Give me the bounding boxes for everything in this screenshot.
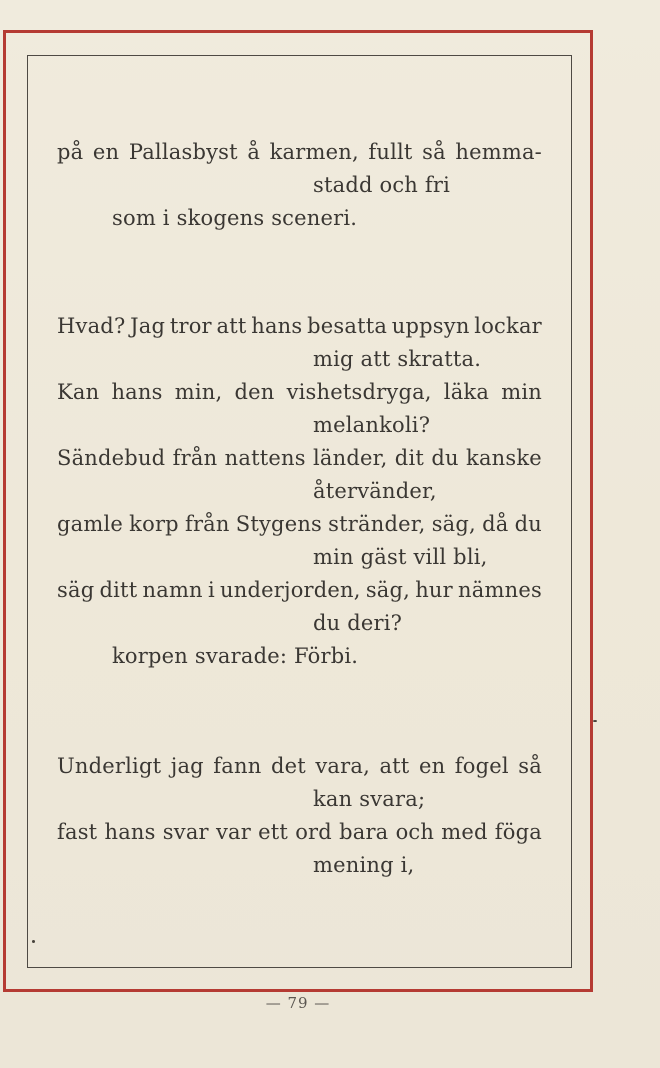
verse-line xyxy=(57,376,542,409)
stanza-2 xyxy=(57,310,542,673)
verse-word: i xyxy=(207,578,215,602)
verse-word: hur xyxy=(415,578,453,602)
verse-word: en xyxy=(418,754,446,778)
verse-word: från xyxy=(172,446,218,470)
verse-word: säg, xyxy=(431,512,476,536)
verse-word: karmen, xyxy=(269,140,359,164)
verse-word: uppsyn xyxy=(391,314,470,338)
stanza-1 xyxy=(57,136,542,235)
verse-word: på xyxy=(57,140,84,164)
verse-word: att xyxy=(379,754,410,778)
verse-word: Stygens xyxy=(235,512,323,536)
verse-word: Pallasbyst xyxy=(128,140,238,164)
verse-line: återvänder, xyxy=(313,479,437,503)
verse-word: ditt xyxy=(99,578,138,602)
verse-word: och xyxy=(395,820,435,844)
verse-word: från xyxy=(184,512,230,536)
verse-word: min, xyxy=(174,380,223,404)
verse-word: så xyxy=(422,140,446,164)
ink-speck xyxy=(32,940,35,943)
verse-word: korp xyxy=(129,512,179,536)
verse-word: fogel xyxy=(454,754,509,778)
verse-word: min xyxy=(501,380,542,404)
verse-word: gamle xyxy=(57,512,124,536)
verse-line: min gäst vill bli, xyxy=(313,545,488,569)
verse-word: nattens xyxy=(224,446,306,470)
stanza-3 xyxy=(57,750,542,882)
verse-word: den xyxy=(234,380,275,404)
verse-word: då xyxy=(482,512,509,536)
verse-line: korpen svarade: Förbi. xyxy=(112,644,359,668)
verse-word: hans xyxy=(251,314,303,338)
verse-line xyxy=(57,310,542,343)
verse-word: en xyxy=(92,140,120,164)
verse-word: fullt xyxy=(368,140,413,164)
verse-word: fast xyxy=(57,820,98,844)
verse-line xyxy=(57,750,542,783)
verse-word: vara, xyxy=(315,754,370,778)
verse-word: dit xyxy=(394,446,424,470)
verse-word: hans xyxy=(111,380,163,404)
verse-word: så xyxy=(518,754,542,778)
verse-line: stadd och fri xyxy=(313,173,451,197)
verse-word: det xyxy=(270,754,306,778)
verse-line: som i skogens sceneri. xyxy=(112,206,358,230)
verse-line xyxy=(57,508,542,541)
verse-word: stränder, xyxy=(328,512,426,536)
verse-word: läka xyxy=(443,380,490,404)
verse-word: kanske xyxy=(466,446,542,470)
verse-word: vishetsdryga, xyxy=(286,380,432,404)
verse-word: svar xyxy=(162,820,209,844)
verse-line: melankoli? xyxy=(313,413,431,437)
verse-line xyxy=(57,136,542,169)
verse-word: med xyxy=(441,820,488,844)
verse-word: Jag xyxy=(130,314,166,338)
verse-word: var xyxy=(215,820,251,844)
verse-word: nämnes xyxy=(458,578,542,602)
verse-word: säg xyxy=(57,578,95,602)
verse-line xyxy=(57,442,542,475)
verse-word: Kan xyxy=(57,380,100,404)
verse-word: föga xyxy=(494,820,542,844)
verse-word: Hvad? xyxy=(57,314,126,338)
verse-line: du deri? xyxy=(313,611,403,635)
verse-word: lockar xyxy=(474,314,542,338)
verse-word: ett xyxy=(258,820,289,844)
verse-word: bara xyxy=(339,820,389,844)
verse-word: tror xyxy=(169,314,212,338)
verse-line xyxy=(57,816,542,849)
verse-line: mig att skratta. xyxy=(313,347,482,371)
verse-word: Sändebud xyxy=(57,446,166,470)
verse-line: kan svara; xyxy=(313,787,426,811)
verse-word: hemma- xyxy=(455,140,542,164)
verse-word: du xyxy=(514,512,542,536)
verse-word: säg, xyxy=(365,578,411,602)
verse-word: du xyxy=(431,446,459,470)
verse-line xyxy=(57,574,542,607)
verse-word: länder, xyxy=(313,446,388,470)
verse-word: ord xyxy=(295,820,332,844)
verse-word: besatta xyxy=(307,314,388,338)
verse-word: fann xyxy=(213,754,262,778)
page-number: — 79 — xyxy=(265,994,331,1012)
verse-word: underjorden, xyxy=(220,578,361,602)
ink-speck xyxy=(593,720,597,722)
verse-word: namn xyxy=(142,578,203,602)
verse-word: att xyxy=(216,314,247,338)
verse-word: å xyxy=(247,140,261,164)
verse-word: Underligt xyxy=(57,754,162,778)
verse-line: mening i, xyxy=(313,853,415,877)
verse-word: hans xyxy=(104,820,156,844)
verse-word: jag xyxy=(170,754,204,778)
